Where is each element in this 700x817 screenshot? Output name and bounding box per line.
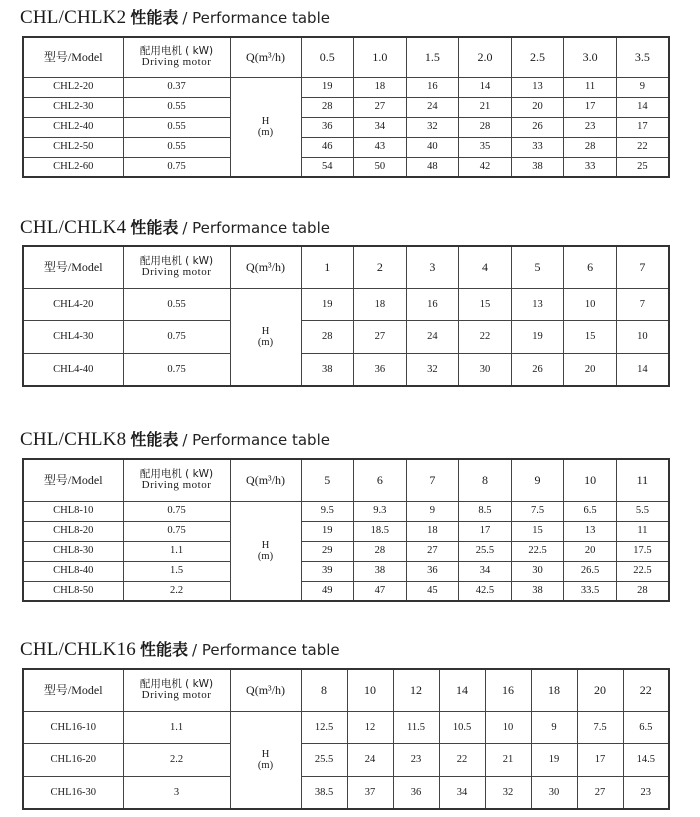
- flow-value: 12: [393, 669, 439, 711]
- flow-value: 18: [531, 669, 577, 711]
- model-cell: CHL8-20: [23, 521, 123, 541]
- model-cell: CHL16-20: [23, 744, 123, 777]
- motor-header: [123, 246, 230, 288]
- head-value: 11: [616, 521, 669, 541]
- model-cell: CHL8-40: [23, 561, 123, 581]
- head-value: 11.5: [393, 711, 439, 744]
- head-value: 13: [511, 288, 564, 321]
- motor-kw-cell: 2.2: [123, 744, 230, 777]
- table-row: [23, 711, 669, 744]
- motor-kw-cell: 3: [123, 776, 230, 809]
- header-row: [23, 459, 669, 501]
- head-value: 36: [406, 561, 459, 581]
- flow-value: 5: [301, 459, 354, 501]
- motor-header-en: Driving motor: [141, 478, 212, 491]
- head-value: 25.5: [459, 541, 512, 561]
- flow-value: 22: [623, 669, 669, 711]
- head-value: 30: [511, 561, 564, 581]
- heading-cn: 性能表: [130, 8, 179, 27]
- head-label-h: H: [261, 325, 270, 337]
- flow-value: 6: [354, 459, 407, 501]
- head-value: 39: [301, 561, 354, 581]
- head-label-unit: (m): [257, 336, 274, 348]
- model-header: [23, 246, 123, 288]
- table-heading: [20, 5, 330, 29]
- head-value: 21: [459, 97, 512, 117]
- head-value: 38: [301, 353, 354, 386]
- table-row: [23, 117, 669, 137]
- head-value: 13: [511, 77, 564, 97]
- head-value: 28: [459, 117, 512, 137]
- head-value: 43: [354, 137, 407, 157]
- motor-header: [123, 459, 230, 501]
- flow-value: 2.0: [459, 37, 512, 77]
- head-value: 36: [393, 776, 439, 809]
- motor-kw-cell: 2.2: [123, 581, 230, 601]
- head-value: 20: [564, 541, 617, 561]
- head-value: 47: [354, 581, 407, 601]
- head-value: 32: [406, 117, 459, 137]
- head-value: 32: [485, 776, 531, 809]
- head-label: [230, 711, 301, 809]
- head-label-unit: (m): [257, 759, 274, 771]
- table-row: [23, 321, 669, 354]
- model-header-en: /Model: [67, 472, 103, 487]
- head-value: 28: [616, 581, 669, 601]
- head-value: 26.5: [564, 561, 617, 581]
- head-value: 25.5: [301, 744, 347, 777]
- table-row: [23, 137, 669, 157]
- model-header-cn: 型号: [43, 682, 68, 697]
- head-value: 17: [564, 97, 617, 117]
- head-value: 33: [564, 157, 617, 177]
- head-label-unit: (m): [257, 550, 274, 562]
- motor-kw-cell: 0.55: [123, 137, 230, 157]
- head-value: 48: [406, 157, 459, 177]
- header-row: [23, 246, 669, 288]
- motor-kw-cell: 0.75: [123, 501, 230, 521]
- flow-value: 9: [511, 459, 564, 501]
- heading-en: / Performance table: [192, 641, 340, 659]
- head-value: 7.5: [577, 711, 623, 744]
- head-value: 16: [406, 77, 459, 97]
- model-cell: CHL8-50: [23, 581, 123, 601]
- head-value: 38: [511, 157, 564, 177]
- table-row: [23, 561, 669, 581]
- motor-header-cn: 配用电机 ( kW): [139, 44, 214, 57]
- head-value: 18.5: [354, 521, 407, 541]
- flow-value: 0.5: [301, 37, 354, 77]
- motor-header-cn: 配用电机 ( kW): [139, 254, 214, 267]
- model-header-cn: 型号: [43, 259, 68, 274]
- head-value: 10: [616, 321, 669, 354]
- motor-kw-cell: 0.75: [123, 321, 230, 354]
- table-heading: [20, 215, 330, 239]
- motor-kw-cell: 0.75: [123, 521, 230, 541]
- model-header: [23, 37, 123, 77]
- head-value: 10: [564, 288, 617, 321]
- motor-kw-cell: 1.5: [123, 561, 230, 581]
- table-heading: [20, 637, 340, 661]
- head-value: 15: [459, 288, 512, 321]
- model-cell: CHL4-40: [23, 353, 123, 386]
- performance-table: [22, 36, 670, 178]
- table-row: [23, 521, 669, 541]
- model-cell: CHL8-30: [23, 541, 123, 561]
- flow-value: 5: [511, 246, 564, 288]
- model-header: [23, 669, 123, 711]
- motor-kw-cell: 0.37: [123, 77, 230, 97]
- head-value: 26: [511, 117, 564, 137]
- table-row: [23, 288, 669, 321]
- flow-value: 2.5: [511, 37, 564, 77]
- head-value: 23: [393, 744, 439, 777]
- flow-value: 1: [301, 246, 354, 288]
- head-value: 22: [616, 137, 669, 157]
- flow-header: Q(m³/h): [230, 246, 301, 288]
- flow-value: 10: [564, 459, 617, 501]
- flow-header: Q(m³/h): [230, 459, 301, 501]
- flow-value: 1.0: [354, 37, 407, 77]
- head-label: [230, 77, 301, 177]
- performance-table: [22, 245, 670, 387]
- head-value: 20: [511, 97, 564, 117]
- head-value: 28: [301, 321, 354, 354]
- head-value: 14: [616, 353, 669, 386]
- head-value: 46: [301, 137, 354, 157]
- head-value: 54: [301, 157, 354, 177]
- motor-kw-cell: 0.75: [123, 157, 230, 177]
- heading-en: / Performance table: [182, 431, 330, 449]
- head-value: 15: [564, 321, 617, 354]
- model-cell: CHL8-10: [23, 501, 123, 521]
- header-row: [23, 669, 669, 711]
- head-value: 23: [564, 117, 617, 137]
- head-value: 27: [577, 776, 623, 809]
- table-row: [23, 581, 669, 601]
- head-value: 36: [354, 353, 407, 386]
- heading-model-series: CHL/CHLK16: [20, 639, 136, 660]
- head-value: 26: [511, 353, 564, 386]
- model-header-en: /Model: [67, 49, 103, 64]
- motor-kw-cell: 0.55: [123, 97, 230, 117]
- model-header-cn: 型号: [43, 472, 68, 487]
- head-value: 18: [354, 77, 407, 97]
- head-value: 38: [511, 581, 564, 601]
- flow-value: 8: [459, 459, 512, 501]
- heading-cn: 性能表: [140, 640, 189, 659]
- head-value: 19: [301, 521, 354, 541]
- flow-value: 3.5: [616, 37, 669, 77]
- head-label-h: H: [261, 115, 270, 127]
- flow-value: 4: [459, 246, 512, 288]
- head-value: 28: [354, 541, 407, 561]
- head-value: 5.5: [616, 501, 669, 521]
- head-value: 29: [301, 541, 354, 561]
- flow-value: 7: [406, 459, 459, 501]
- model-cell: CHL4-20: [23, 288, 123, 321]
- model-cell: CHL2-20: [23, 77, 123, 97]
- head-value: 38: [354, 561, 407, 581]
- model-cell: CHL2-30: [23, 97, 123, 117]
- head-label-h: H: [261, 539, 270, 551]
- table-row: [23, 501, 669, 521]
- motor-header-cn: 配用电机 ( kW): [139, 467, 214, 480]
- head-value: 37: [347, 776, 393, 809]
- motor-header-en: Driving motor: [141, 688, 212, 701]
- head-value: 42: [459, 157, 512, 177]
- head-value: 22: [459, 321, 512, 354]
- head-value: 6.5: [564, 501, 617, 521]
- head-value: 15: [511, 521, 564, 541]
- heading-cn: 性能表: [130, 218, 179, 237]
- header-row: [23, 37, 669, 77]
- model-header-en: /Model: [67, 682, 103, 697]
- head-value: 13: [564, 521, 617, 541]
- table-row: [23, 97, 669, 117]
- head-value: 36: [301, 117, 354, 137]
- heading-model-series: CHL/CHLK4: [20, 217, 127, 238]
- head-label-h: H: [261, 748, 270, 760]
- table-row: [23, 541, 669, 561]
- head-value: 11: [564, 77, 617, 97]
- model-header-en: /Model: [67, 259, 103, 274]
- head-value: 22.5: [616, 561, 669, 581]
- head-value: 12.5: [301, 711, 347, 744]
- head-value: 22: [439, 744, 485, 777]
- model-header-cn: 型号: [43, 49, 68, 64]
- head-value: 33.5: [564, 581, 617, 601]
- motor-kw-cell: 0.75: [123, 353, 230, 386]
- head-value: 42.5: [459, 581, 512, 601]
- head-value: 24: [406, 321, 459, 354]
- model-cell: CHL16-30: [23, 776, 123, 809]
- head-value: 14.5: [623, 744, 669, 777]
- head-value: 19: [301, 77, 354, 97]
- table-row: [23, 157, 669, 177]
- head-value: 34: [354, 117, 407, 137]
- head-value: 19: [511, 321, 564, 354]
- head-label-unit: (m): [257, 126, 274, 138]
- head-label: [230, 288, 301, 386]
- head-value: 10: [485, 711, 531, 744]
- flow-value: 1.5: [406, 37, 459, 77]
- head-value: 25: [616, 157, 669, 177]
- performance-table: [22, 458, 670, 602]
- head-value: 9.3: [354, 501, 407, 521]
- head-value: 27: [354, 321, 407, 354]
- flow-value: 3: [406, 246, 459, 288]
- head-value: 34: [459, 561, 512, 581]
- flow-value: 20: [577, 669, 623, 711]
- flow-value: 11: [616, 459, 669, 501]
- head-value: 18: [354, 288, 407, 321]
- model-cell: CHL2-60: [23, 157, 123, 177]
- motor-kw-cell: 1.1: [123, 541, 230, 561]
- head-value: 7: [616, 288, 669, 321]
- heading-en: / Performance table: [182, 219, 330, 237]
- motor-header-en: Driving motor: [141, 265, 212, 278]
- head-value: 45: [406, 581, 459, 601]
- head-value: 9: [616, 77, 669, 97]
- head-value: 24: [406, 97, 459, 117]
- head-value: 17: [616, 117, 669, 137]
- flow-value: 6: [564, 246, 617, 288]
- head-value: 40: [406, 137, 459, 157]
- head-value: 35: [459, 137, 512, 157]
- model-cell: CHL2-50: [23, 137, 123, 157]
- model-cell: CHL16-10: [23, 711, 123, 744]
- head-value: 19: [301, 288, 354, 321]
- head-value: 14: [616, 97, 669, 117]
- flow-value: 14: [439, 669, 485, 711]
- flow-value: 2: [354, 246, 407, 288]
- head-value: 28: [301, 97, 354, 117]
- head-value: 38.5: [301, 776, 347, 809]
- head-value: 32: [406, 353, 459, 386]
- head-value: 30: [459, 353, 512, 386]
- head-value: 12: [347, 711, 393, 744]
- head-value: 28: [564, 137, 617, 157]
- model-header: [23, 459, 123, 501]
- head-value: 6.5: [623, 711, 669, 744]
- head-value: 18: [406, 521, 459, 541]
- head-value: 22.5: [511, 541, 564, 561]
- head-value: 14: [459, 77, 512, 97]
- table-row: [23, 744, 669, 777]
- motor-header-cn: 配用电机 ( kW): [139, 677, 214, 690]
- head-value: 21: [485, 744, 531, 777]
- model-cell: CHL4-30: [23, 321, 123, 354]
- motor-header-en: Driving motor: [141, 55, 212, 68]
- head-value: 9.5: [301, 501, 354, 521]
- head-value: 30: [531, 776, 577, 809]
- head-label: [230, 501, 301, 601]
- head-value: 23: [623, 776, 669, 809]
- performance-table: [22, 668, 670, 810]
- model-cell: CHL2-40: [23, 117, 123, 137]
- flow-value: 16: [485, 669, 531, 711]
- motor-kw-cell: 1.1: [123, 711, 230, 744]
- head-value: 7.5: [511, 501, 564, 521]
- heading-cn: 性能表: [130, 430, 179, 449]
- head-value: 19: [531, 744, 577, 777]
- flow-value: 3.0: [564, 37, 617, 77]
- heading-en: / Performance table: [182, 9, 330, 27]
- flow-value: 8: [301, 669, 347, 711]
- head-value: 27: [354, 97, 407, 117]
- heading-model-series: CHL/CHLK8: [20, 429, 127, 450]
- table-row: [23, 77, 669, 97]
- motor-header: [123, 669, 230, 711]
- head-value: 16: [406, 288, 459, 321]
- head-value: 33: [511, 137, 564, 157]
- head-value: 24: [347, 744, 393, 777]
- flow-value: 10: [347, 669, 393, 711]
- head-value: 10.5: [439, 711, 485, 744]
- head-value: 8.5: [459, 501, 512, 521]
- head-value: 49: [301, 581, 354, 601]
- heading-model-series: CHL/CHLK2: [20, 7, 127, 28]
- head-value: 17: [577, 744, 623, 777]
- head-value: 17.5: [616, 541, 669, 561]
- head-value: 34: [439, 776, 485, 809]
- motor-kw-cell: 0.55: [123, 288, 230, 321]
- head-value: 27: [406, 541, 459, 561]
- flow-header: Q(m³/h): [230, 669, 301, 711]
- table-heading: [20, 427, 330, 451]
- head-value: 9: [531, 711, 577, 744]
- head-value: 9: [406, 501, 459, 521]
- head-value: 50: [354, 157, 407, 177]
- table-row: [23, 776, 669, 809]
- motor-kw-cell: 0.55: [123, 117, 230, 137]
- motor-header: [123, 37, 230, 77]
- flow-header: Q(m³/h): [230, 37, 301, 77]
- table-row: [23, 353, 669, 386]
- head-value: 17: [459, 521, 512, 541]
- head-value: 20: [564, 353, 617, 386]
- flow-value: 7: [616, 246, 669, 288]
